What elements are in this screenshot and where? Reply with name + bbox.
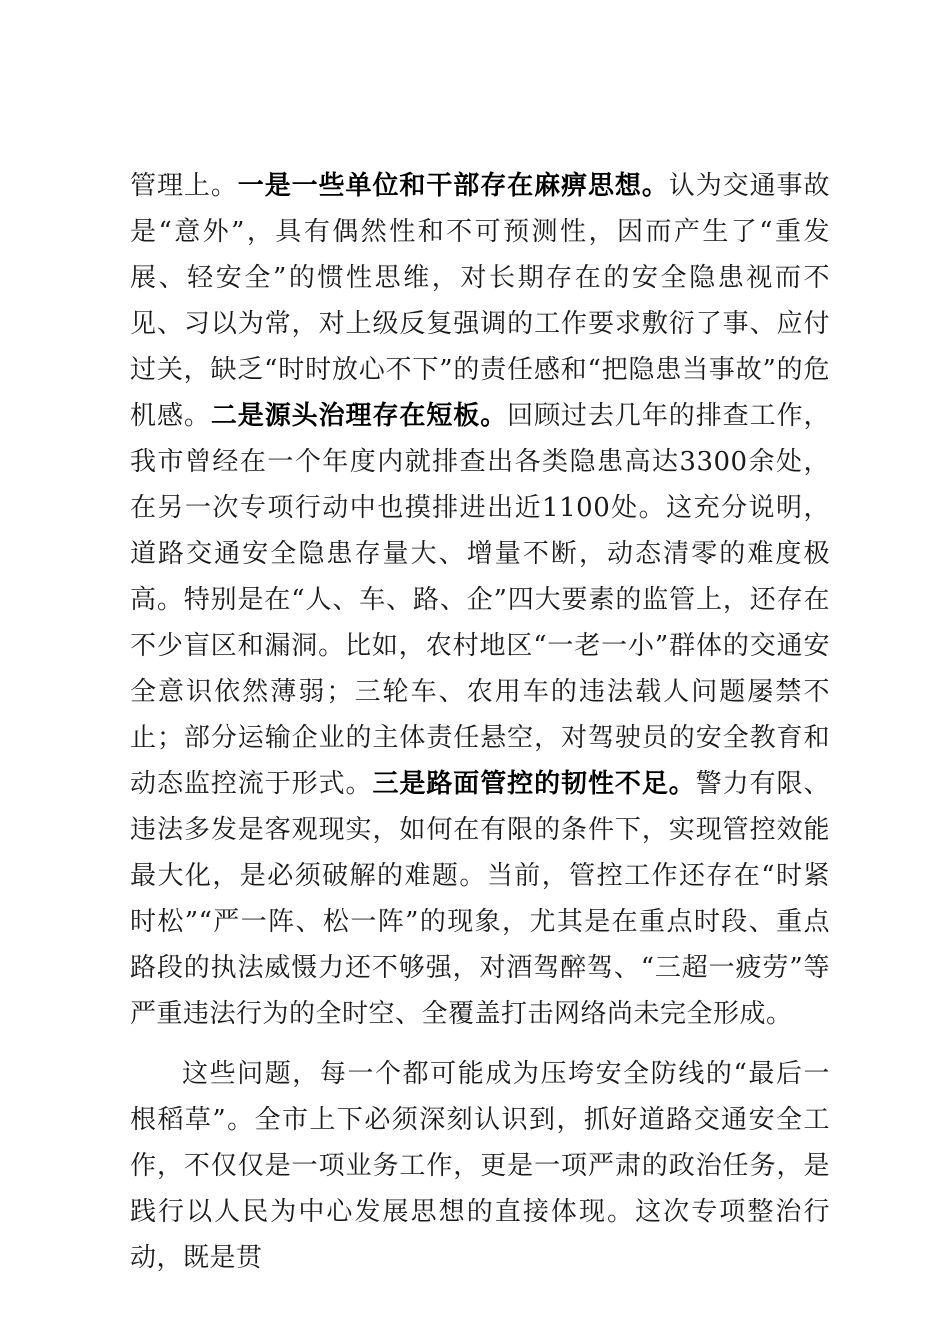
body-text [130,163,830,1281]
bold-heading-3: 三是路面管控的韧性不足。 [372,769,696,799]
bold-heading-2: 二是源头治理存在短板。 [210,401,508,431]
bold-heading-1: 一是一些单位和干部存在麻痹思想。 [237,171,669,201]
text-run: 这些问题，每一个都可能成为压垮安全防线的“最后一根稻草”。全市上下必须深刻认识到，抓好道路交通安全工作，不仅仅是一项业务工作，更是一项严肃的政治任务，是践行以人民为中心发展思想的直接体现。这次专项整治行动，既是贯 [130,1059,830,1273]
paragraph-1 [130,163,830,1037]
text-run: 管理上。 [130,171,238,201]
text-run: 回顾过去几年的排查工作，我市曾经在一个年度内就排查出各类隐患高达3300余处，在另一次专项行动中也摸排进出近1100处。这充分说明，道路交通安全隐患存量大、增量不断，动态清零的难度极高。特别是在“人、车、路、企”四大要素的监管上，还存在不少盲区和漏洞。比如，农村地区“一老一小”群体的交通安全意识依然薄弱；三轮车、农用车的违法载人问题屡禁不止；部分运输企业的主体责任悬空，对驾驶员的安全教育和动态监控流于形式。 [130,401,830,799]
text-run: 警力有限、违法多发是客观现实，如何在有限的条件下，实现管控效能最大化，是必须破解的难题。当前，管控工作还存在“时紧时松”“严一阵、松一阵”的现象，尤其是在重点时段、重点路段的执法威慑力还不够强，对酒驾醉驾、“三超一疲劳”等严重违法行为的全时空、全覆盖打击网络尚未完全形成。 [130,769,830,1029]
paragraph-2 [130,1051,830,1281]
text-run: 认为交通事故是“意外”，具有偶然性和不可预测性，因而产生了“重发展、轻安全”的惯性思维，对长期存在的安全隐患视而不见、习以为常，对上级反复强调的工作要求敷衍了事、应付过关，缺乏“时时放心不下”的责任感和“把隐患当事故”的危机感。 [130,171,830,431]
